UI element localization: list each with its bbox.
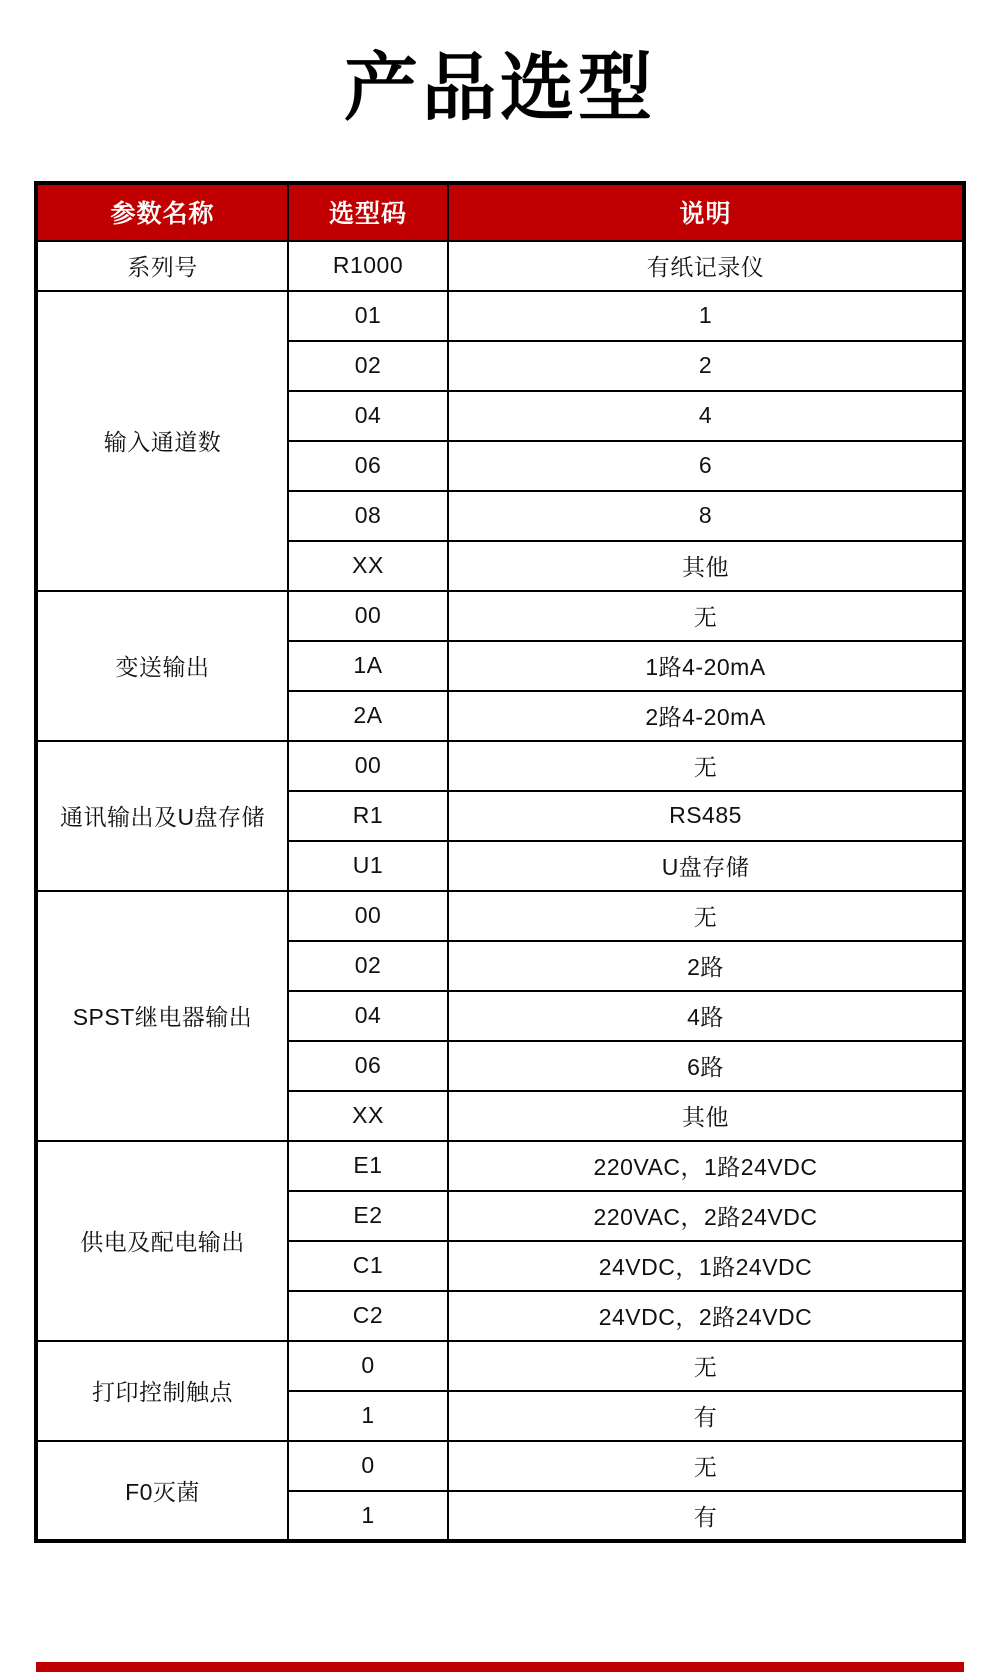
description-cell: 1路4-20mA	[448, 641, 964, 691]
table-row	[36, 241, 964, 291]
table-row	[36, 291, 964, 341]
description-cell: 其他	[448, 1091, 964, 1141]
parameter-name-cell: 通讯输出及U盘存储	[36, 741, 288, 891]
description-cell: 8	[448, 491, 964, 541]
selection-code-cell: R1000	[288, 241, 448, 291]
header-parameter-name: 参数名称	[36, 183, 288, 241]
table-row	[36, 1141, 964, 1191]
selection-code-cell: 08	[288, 491, 448, 541]
page-title: 产品选型	[344, 46, 656, 129]
selection-code-cell: C2	[288, 1291, 448, 1341]
parameter-name-cell: 供电及配电输出	[36, 1141, 288, 1341]
table-row	[36, 741, 964, 791]
bottom-accent-bar	[36, 1662, 964, 1672]
selection-code-cell: 2A	[288, 691, 448, 741]
selection-table-body	[36, 241, 964, 1541]
description-cell: RS485	[448, 791, 964, 841]
selection-code-cell: C1	[288, 1241, 448, 1291]
description-cell: 无	[448, 891, 964, 941]
description-cell: 24VDC，1路24VDC	[448, 1241, 964, 1291]
selection-code-cell: 04	[288, 391, 448, 441]
description-cell: 2	[448, 341, 964, 391]
selection-code-cell: R1	[288, 791, 448, 841]
selection-code-cell: 06	[288, 1041, 448, 1091]
selection-code-cell: 01	[288, 291, 448, 341]
description-cell: 有	[448, 1391, 964, 1441]
selection-code-cell: 02	[288, 941, 448, 991]
parameter-name-cell: F0灭菌	[36, 1441, 288, 1541]
selection-code-cell: E2	[288, 1191, 448, 1241]
selection-code-cell: 00	[288, 891, 448, 941]
description-cell: 4路	[448, 991, 964, 1041]
description-cell: 无	[448, 591, 964, 641]
description-cell: 无	[448, 741, 964, 791]
selection-code-cell: 1A	[288, 641, 448, 691]
description-cell: 2路	[448, 941, 964, 991]
selection-code-cell: 02	[288, 341, 448, 391]
selection-code-cell: 1	[288, 1391, 448, 1441]
selection-code-cell: 0	[288, 1441, 448, 1491]
selection-code-cell: 06	[288, 441, 448, 491]
description-cell: 1	[448, 291, 964, 341]
description-cell: U盘存储	[448, 841, 964, 891]
selection-code-cell: 1	[288, 1491, 448, 1541]
table-row	[36, 1441, 964, 1491]
table-header-row	[36, 183, 964, 241]
parameter-name-cell: 打印控制触点	[36, 1341, 288, 1441]
description-cell: 6路	[448, 1041, 964, 1091]
selection-code-cell: 0	[288, 1341, 448, 1391]
table-row	[36, 1341, 964, 1391]
selection-code-cell: XX	[288, 541, 448, 591]
table-row	[36, 891, 964, 941]
product-selection-table	[34, 181, 966, 1543]
parameter-name-cell: SPST继电器输出	[36, 891, 288, 1141]
description-cell: 220VAC，1路24VDC	[448, 1141, 964, 1191]
parameter-name-cell: 系列号	[36, 241, 288, 291]
selection-code-cell: 04	[288, 991, 448, 1041]
description-cell: 6	[448, 441, 964, 491]
header-selection-code: 选型码	[288, 183, 448, 241]
header-description: 说明	[448, 183, 964, 241]
selection-code-cell: 00	[288, 591, 448, 641]
selection-code-cell: E1	[288, 1141, 448, 1191]
selection-code-cell: 00	[288, 741, 448, 791]
description-cell: 4	[448, 391, 964, 441]
description-cell: 24VDC，2路24VDC	[448, 1291, 964, 1341]
parameter-name-cell: 输入通道数	[36, 291, 288, 591]
description-cell: 其他	[448, 541, 964, 591]
table-row	[36, 591, 964, 641]
description-cell: 无	[448, 1441, 964, 1491]
description-cell: 有	[448, 1491, 964, 1541]
description-cell: 无	[448, 1341, 964, 1391]
selection-code-cell: U1	[288, 841, 448, 891]
description-cell: 有纸记录仪	[448, 241, 964, 291]
description-cell: 2路4-20mA	[448, 691, 964, 741]
selection-code-cell: XX	[288, 1091, 448, 1141]
parameter-name-cell: 变送输出	[36, 591, 288, 741]
description-cell: 220VAC，2路24VDC	[448, 1191, 964, 1241]
